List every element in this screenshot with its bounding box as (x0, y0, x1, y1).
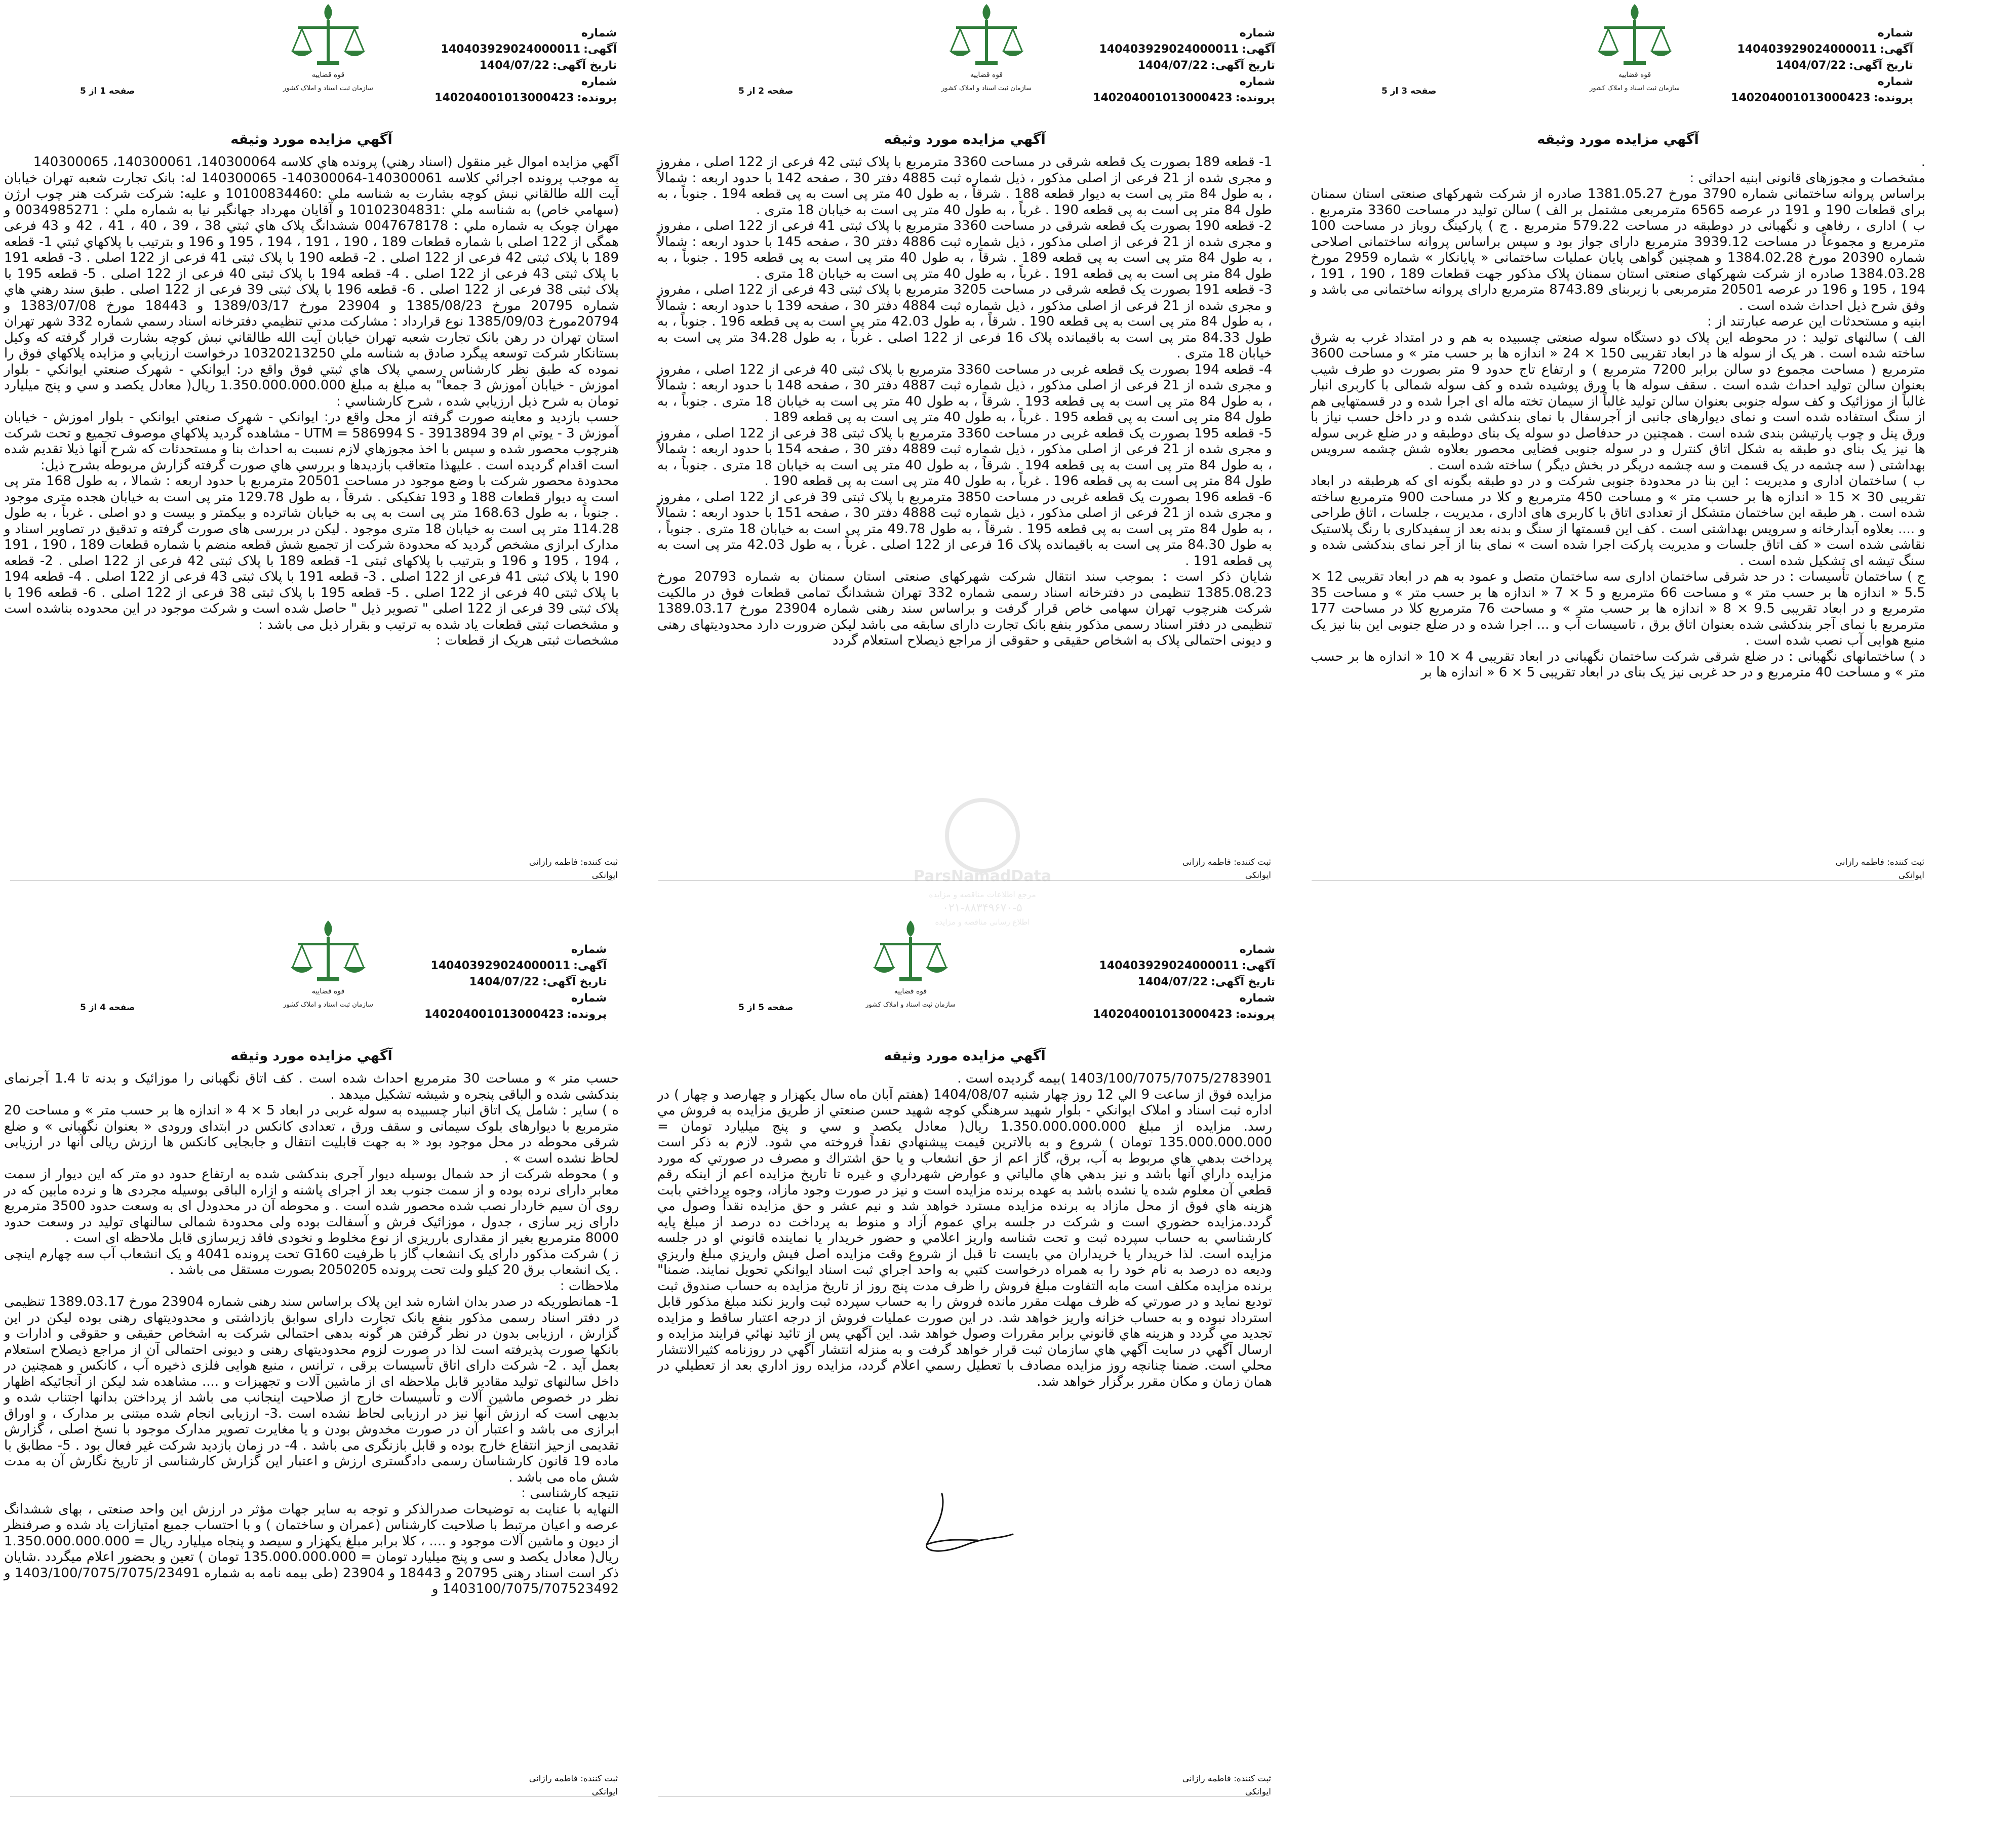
registrar-footer: ثبت کننده: فاطمه رازانی ایوانکی (1835, 857, 1924, 881)
justice-scales-emblem-icon (1584, 0, 1685, 96)
svg-text:قوه قضاییه: قوه قضاییه (1618, 71, 1651, 79)
page-title: آگهي مزايده مورد وثيقه (230, 1048, 392, 1064)
signature-mark (912, 1484, 1033, 1565)
page-header (4, 916, 619, 1048)
justice-scales-emblem-icon (936, 0, 1037, 96)
page-number: صفحه 4 از 5 (80, 1003, 135, 1013)
svg-text:قوه قضاییه: قوه قضاییه (970, 71, 1003, 79)
page-5 (653, 916, 1276, 1808)
page-title: آگهي مزايده مورد وثيقه (1537, 132, 1699, 147)
svg-text:سازمان ثبت اسناد و املاک کشور: سازمان ثبت اسناد و املاک کشور (1590, 85, 1680, 92)
page-body: آگهي مزايده اموال غير منقول (اسناد رهني) پرونده هاي كلاسه 140300064، 140300061، 140300065 به موجب پرونده اجرائي كلاسه 140300061-140300064- 140300065 له: بانک تجارت شعبه تهران خيابان آيت الله طالقاني نبش كوچه بشارت به شناسه ملي :10100834460 و عليه: شركت شركت هنر چوب ارژن (سهامي خاص) به شناسه ملي :10102304831 و آقايان مهرداد جهانگير نيا به شماره ملي : 0034985271 و مهران چوبک به شماره ملي : 0047678178 ششدانگ پلاک هاي ثبتي 38 ، 39 ، 40 ، 41 ، 42 و 43 فرعی همگی از 122 اصلی با شماره قطعات 189 ، 190 ، 191 ، 194 ، 195 و 196 و بترتيب با پلاكهاي ثبتي 1- قطعه 189 با پلاک ثبتی 42 فرعی از 122 اصلی . 2- قطعه 190 با پلاک ثبتی 41 فرعی از 122 اصلی . 3- قطعه 191 با پلاک ثبتی 43 فرعی از 122 اصلی . 4- قطعه 194 با پلاک ثبتی 40 فرعی از 122 اصلی . 5- قطعه 195 با پلاک ثبتی 38 فرعی از 122 اصلی . 6- قطعه 196 با پلاک ثبتی 39 فرعی از 122 اصلی . طبق سند رهني هاي شماره 20795 مورخ 1385/08/23 و 23904 مورخ 1389/03/17 و 18443 مورخ 1383/07/08 و 20794مورخ 1385/09/03 نوع قرارداد : مشاركت مدني تنظيمي دفترخانه اسناد رسمي شماره 332 شهر تهران استان تهران در رهن بانک تجارت شعبه تهران خيابان آيت الله طالقاني نبش كوچه بشارت قرار گرفته كه وكيل بستانكار شركت توسعه پيگرد صادق به شناسه ملي 10320213250 درخواست ارزيابي و مزايده پلاكهاي فوق را نموده كه طبق نظر كارشناس رسمي پلاک هاي ثبتي فوق واقع در: ايوانكي - شهرک صنعتي ايوانكي - بلوار اموزش - خيابان آموزش 3 جمعاً" به مبلغ به مبلغ 1.350.000.000.000 ريال( معادل يكصد و سي و پنج ميليارد تومان به شرح ذيل ارزيابي شده ، شرح كارشناسي : حسب بازديد و معاينه صورت گرفته از محل واقع در: ايوانكي - شهرک صنعتي ايوانكي - بلوار اموزش - خيابان آموزش 3 - يوتي ام 39 UTM = 586994 S - 3913894 - مشاهده گرديد پلاكهاي موصوف تجميع و تحت شرکت هنرچوب محصور شده و سپس با اخذ مجوزهاي لازم نسبت به احداث بنا و مستحدثات كه شرح آنها ذيلا تقديم شده است اقدام گرديده است . عليهذا متعاقب بازديدها و بررسي هاي صورت گرفته گزارش مربوطه بشرح ذيل: محدودة محصور شركت با وضع موجود در مساحت 20501 مترمربع با حدود اربعه : شمالا ، به طول 168 متر پی است به ديوار قطعات 188 و 193 تفکیکی . شرقاً ، به طول 129.78 متر پی است به خیابان هجده متری موجود . جنوباً ، به طول 168.63 متر پی است به پی به خیابان شاترده و بیکمتر و بیست و دو اصلی . غرباً ، به طول 114.28 متر پی است به خیابان 18 متری موجود . لیکن در بررسی های صورت گرفته و تدقیق در تصاویر اسناد و مدارک ابرازی مشخص گردید که محدودة شرکت از تجمیع شش قطعه منضم با شماره قطعات 189 ، 190 ، 191 ، 194 ، 195 و 196 و بترتیب با پلاکهای ثبتی 1- قطعه 189 با پلاک ثبتی 42 فرعی از 122 اصلی . 2- قطعه 190 با پلاک ثبتی 41 فرعی از 122 اصلی . 3- قطعه 191 با پلاک ثبتی 43 فرعی از 122 اصلی . 4- قطعه 194 با پلاک ثبتی 40 فرعی از 122 اصلی . 5- قطعه 195 با پلاک ثبتی 38 فرعی از 122 اصلی . 6- قطعه 196 با پلاک ثبتی 39 فرعی از 122 اصلی " تصویر ذیل " حاصل شده است و شرکت موجود در این محدوده بناشده است و مشخصات ثبتی قطعات یاد شده به ترتیب و بقرار ذیل می باشد : مشخصات ثبتی هریک از قطعات : (4, 154, 619, 648)
ad-meta: شماره آگهی:140403929024000011 تاریخ آگهی:1404/07/22 شماره پرونده:140204001013000423 (434, 27, 617, 104)
svg-text:سازمان ثبت اسناد و املاک کشور: سازمان ثبت اسناد و املاک کشور (865, 1001, 956, 1009)
svg-text:قوه قضاییه: قوه قضاییه (311, 987, 345, 995)
page-header (657, 0, 1275, 132)
ad-meta: شماره آگهی:140403929024000011 تاریخ آگهی:1404/07/22 شماره پرونده:140204001013000423 (1093, 943, 1275, 1021)
watermark-line1: مرجع اطلاعات مناقصه و مزایده (929, 890, 1036, 899)
registrar-footer: ثبت کننده: فاطمه رازانی ایوانکی (1182, 1774, 1271, 1797)
watermark-phone: ۰۲۱-۸۸۳۴۹۶۷۰-۵ (942, 902, 1022, 914)
page-number: صفحه 1 از 5 (80, 86, 135, 96)
svg-text:سازمان ثبت اسناد و املاک کشور: سازمان ثبت اسناد و املاک کشور (283, 1001, 373, 1009)
registrar-footer: ثبت کننده: فاطمه رازانی ایوانکی (529, 1774, 618, 1797)
page-body: . مشخصات و مجوزهای قانونی ابنیه احداثی : براساس پروانه ساختمانی شماره 3790 مورخ 1381.05.27 صادره از شرکت شهرکهای صنعتی استان سمنان برای قطعات 190 و 191 در عرصه 6565 مترمربعی مشتمل بر الف ) سالن تولید در مساحت 3360 مترمربع . ب ) اداری ، رفاهی و نگهبانی در دوطبقه در مساحت 579.22 مترمربع . ج ) پارکینگ روباز در مساحت 100 مترمربع و مجموعاً در مساحت 3939.12 مترمربع دارای جواز بود و سپس براساس پروانه ساختمانی اصلاحی شماره 20390 مورخ 1384.02.28 و همچنین گواهی پایان عملیات ساختمانی « پایانکار » شماره 2959 مورخ 1384.03.28 صادره از شرکت شهرکهای صنعتی استان سمنان پلاک مذکور جهت قطعات 189 ، 190 ، 191 ، 194 ، 195 و 196 در عرصه 20501 مترمربعی با زیربنای 8743.89 مترمربع دارای پروانه ساختمانی می باشد و وفق شرح ذیل احداث شده است . ابنیه و مستحدثات این عرصه عبارتند از : الف ) سالنهای تولید : در محوطه این پلاک دو دستگاه سوله صنعتی چسبیده به هم و در امتداد غرب به شرق ساخته شده است . هر یک از سوله ها در ابعاد تقریبی 150 × 24 « اندازه ها بر حسب متر » و مساحت 3600 مترمربع ( مساحت مجموع دو سالن برابر 7200 مترمربع ) و ارتفاع تاج حدود 9 متر بصورت دو طرف شیب بعنوان سالن تولید احداث شده است . سقف سوله ها با ورق پوشیده شده و کف سوله شمالی با کاربری انبار غالباً از موزائیک و کف سوله جنوبی بعنوان سالن تولید غالباً از سیمان تخته ماله ای اجرا شده و در قسمتهایی هم از سنگ استفاده شده است و نمای دیوارهای جانبی از آجرسفال با نمای بندکشی شده و در داخل حسب نیاز با ورق پنل و چوب پارتیشن بندی شده است . همچنین در حدفاصل دو سوله یک بنای دوطبقه و در ضلع غربی سوله ها نیز یک بنای دو طبقه به شکل اتاق کنترل و در سوله جنوبی فضایی محصور بعلاوه شش چشمه سرویس بهداشتی ( سه چشمه در یک قسمت و سه چشمه دریگر در بخش دیگر ) ساخته شده است . ب ) ساختمان اداری و مدیریت : این بنا در محدودة جنوبی شرکت و در دو طبقه بگونه ای که هرطبقه در ابعاد تقریبی 30 × 15 « اندازه ها بر حسب متر » و مساحت 450 مترمربع و کلا در مساحت 900 مترمربع ساخته شده است . هر طبقه این ساختمان متشکل از تعدادی اتاق با کاربری های اداری ، مدیریت ، جلسات ، اتاق طراحی و .... بعلاوه آبدارخانه و سرویس بهداشتی است . کف این قسمتها از سنگ و بدنه بعد از سفیدکاری با رنگ پلاستیک نقاشی شده است « کف اتاق جلسات و مدیریت پارکت اجرا شده است » نمای بنا از آجر نمای بندکشی شده و سنگ تیشه ای تشکیل شده است . ج ) ساختمان تأسیسات : در حد شرقی ساختمان اداری سه ساختمان متصل و عمود به هم در ابعاد تقریبی 12 × 5.5 « اندازه ها بر حسب متر » و مساحت 66 مترمربع و 5 × 7 « اندازه ها بر حسب متر » و مساحت 35 مترمربع و در ابعاد تقریبی 9.5 × 8 « اندازه ها بر حسب متر » و مساحت 76 مترمربع کلا در مساحت 177 مترمربع با نمای آجر بندکشی شده بعنوان اتاق برق ، تاسیسات آب و ... اجرا شده و در ضلع جنوبی این بنا نیز یک منبع هوایی آب نصب شده است . د ) ساختمانهای نگهبانی : در ضلع شرقی شرکت ساختمان نگهبانی در ابعاد تقریبی 4 × 10 « اندازه ها بر حسب متر » و مساحت 40 مترمربع و در حد غربی نیز یک بنای در ابعاد تقریبی 5 × 6 « اندازه ها بر (1311, 154, 1926, 680)
svg-text:سازمان ثبت اسناد و املاک کشور: سازمان ثبت اسناد و املاک کشور (283, 85, 373, 92)
watermark-line2: اطلاع رسانی مناقصه و مزایده (935, 917, 1030, 927)
page-number: صفحه 2 از 5 (738, 86, 794, 96)
svg-text:قوه قضاییه: قوه قضاییه (311, 71, 345, 79)
page-body: 1403/100/7075/7075/2783901 )بیمه گردیده است . مزايده فوق از ساعت 9 الي 12 روز چهار شنبه 1404/08/07 (هفتم آبان ماه سال یکهزار و چهارصد و چهار ) در اداره ثبت اسناد و املاک ايوانكي - بلوار شهيد سرهنگي كوچه شهيد حسن صنعتي از طريق مزايده به فروش مي رسد. مزايده از مبلغ 1.350.000.000.000 ريال( معادل يكصد و سي و پنج ميليارد تومان = 135.000.000.000 تومان ) شروع و به بالاترين قيمت پيشنهادي نقداً فروخته مي شود. لازم به ذكر است پرداخت بدهي هاي مربوط به آب، برق، گاز اعم از حق انشعاب و يا حق اشتراك و مصرف در صورتي كه مورد مزايده داراي آنها باشد و نيز بدهي هاي مالياتي و عوارض شهرداري و غيره تا تاريخ مزايده اعم از اينكه رقم قطعي آن معلوم شده يا نشده باشد به عهده برنده مزايده است و نيز در صورت وجود مازاد، وجوه پرداختي بابت هزينه هاي فوق از محل مازاد به برنده مزايده مسترد خواهد شد و نيم عشر و حق مزايده نقداً وصول مي گردد.مزايده حضوري است و شركت در جلسه براي عموم آزاد و منوط به پرداخت ده درصد از مبلغ پايه كارشناسي به حساب سپرده ثبت و تحت شناسه واريز اعلامي و حضور خريدار يا نماينده قانوني او در جلسه مزايده است. لذا خريدار يا خريداران مي بايست تا قبل از شروع وقت مزايده اصل فيش واريزي مبلغ واريزي وديعه ده درصد به نام خود را به همراه درخواست كتبي به واحد اجراي ثبت اسناد ايوانكي تحويل نمايند. ضمنا" برنده مزايده مكلف است مابه التفاوت مبلغ فروش را ظرف مدت پنج روز از تاريخ مزايده به حساب صندوق ثبت توديع نمايد و در صورتي كه ظرف مهلت مقرر مانده فروش را به حساب سپرده ثبت واريز نكند مبلغ مذكور قابل استرداد نبوده و به حساب خزانه واريز خواهد شد. در اين صورت عمليات فروش از درجه اعتبار ساقط و مزايده تجديد مي گردد و هزينه هاي قانوني برابر مقررات وصول خواهد شد. اين آگهي پس از تائيد نهائي فرايند مزايده و ارسال آگهي در سايت آگهي هاي سازمان ثبت قرار خواهد گرفت و به منزله انتشار آگهي در روزنامه كثيرالانتشار محلي است. ضمنا چنانچه روز مزايده مصادف با تعطيل رسمي اعلام گردد، مزايده روز اداري بعد از تعطيلي در همان زمان و مكان مقرر برگزار خواهد شد. (657, 1071, 1273, 1389)
page-number: صفحه 5 از 5 (738, 1003, 794, 1013)
page-4 (0, 916, 623, 1808)
page-title: آگهي مزايده مورد وثيقه (884, 1048, 1046, 1064)
page-title: آگهي مزايده مورد وثيقه (884, 132, 1046, 147)
page-body: 1- قطعه 189 بصورت یک قطعه شرقی در مساحت 3360 مترمربع با پلاک ثبتی 42 فرعی از 122 اصلی ، مفروز و مجری شده از 21 فرعی از اصلی مذکور ، ذیل شماره ثبت 4885 دفتر 30 ، صفحه 142 با حدود اربعه : شمالاً ، به طول 84 متر پی است به دیوار قطعه 188 . شرقاً ، به طول 40 متر پی است به پی قطعه 194 . جنوباً ، به طول 84 متر پی است به پی قطعه 190 . غرباً ، به طول 40 متر پی است به خیابان 18 متری . 2- قطعه 190 بصورت یک قطعه شرقی در مساحت 3360 مترمربع با پلاک ثبتی 41 فرعی از 122 اصلی ، مفروز و مجری شده از 21 فرعی از اصلی مذکور ، ذیل شماره ثبت 4886 دفتر 30 ، صفحه 145 با حدود اربعه : شمالاً ، به طول 84 متر پی است به پی قطعه 189 . شرقاً ، به طول 40 متر پی است به پی قطعه 195 . جنوباً ، به طول 84 متر پی است به پی قطعه 191 . غرباً ، به طول 40 متر پی است به خیابان 18 متری . 3- قطعه 191 بصورت یک قطعه شرقی در مساحت 3205 مترمربع با پلاک ثبتی 43 فرعی از 122 اصلی ، مفروز و مجری شده از 21 فرعی از اصلی مذکور ، ذیل شماره ثبت 4884 دفتر 30 ، صفحه 139 با حدود اربعه : شمالاً ، به طول 84 متر پی است به پی قطعه 190 . شرقاً ، به طول 42.03 متر پی است به پی قطعه 196 . جنوباً ، به طول 84.33 متر پی است به باقیمانده پلاک 16 فرعی از 122 اصلی . غرباً ، به طول 34.28 متر پی است به خیابان 18 متری . 4- قطعه 194 بصورت یک قطعه غربی در مساحت 3360 مترمربع با پلاک ثبتی 40 فرعی از 122 اصلی ، مفروز و مجری شده از 21 فرعی از اصلی مذکور ، ذیل شماره ثبت 4887 دفتر 30 ، صفحه 148 با حدود اربعه : شمالاً ، به طول 84 متر پی است به پی قطعه 193 . شرقاً ، به طول 40 متر پی است به خیابان 18 متری . جنوباً ، به طول 84 متر پی است به پی قطعه 195 . غرباً ، به طول 40 متر پی است به پی قطعه 189 . 5- قطعه 195 بصورت یک قطعه غربی در مساحت 3360 مترمربع با پلاک ثبتی 38 فرعی از 122 اصلی ، مفروز و مجری شده از 21 فرعی از اصلی مذکور ، ذیل شماره ثبت 4889 دفتر 30 ، صفحه 154 با حدود اربعه : شمالاً ، به طول 84 متر پی است به پی قطعه 194 . شرقاً ، به طول 40 متر پی است به خیابان 18 متری . جنوباً ، به طول 84 متر پی است به پی قطعه 196 . غرباً ، به طول 40 متر پی است به پی قطعه 190 . 6- قطعه 196 بصورت یک قطعه غربی در مساحت 3850 مترمربع با پلاک ثبتی 39 فرعی از 122 اصلی ، مفروز و مجری شده از 21 فرعی از اصلی مذکور ، ذیل شماره ثبت 4888 دفتر 30 ، صفحه 151 با حدود اربعه : شمالاً ، به طول 84 متر پی است به پی قطعه 195 . شرقاً ، به طول 49.78 متر پی است به خیابان 18 متری . جنوباً ، به طول 84.30 متر پی است به باقیمانده پلاک 16 فرعی از 122 اصلی . غرباً ، به طول 42.03 متر پی است به پی قطعه 191 . شایان ذکر است : بموجب سند انتقال شرکت شهرکهای صنعتی استان سمنان به شماره 20793 مورخ 1385.08.23 تنظیمی در دفترخانه اسناد رسمی شماره 332 تهران ششدانگ تمامی قطعات فوق در مالکیت شرکت هنرچوب تهران سهامی خاص قرار گرفت و براساس سند رهنی شماره 23904 مورخ 1389.03.17 تنظیمی در دفتر اسناد رسمی مذکور بنفع بانک تجارت دارای سابقه می باشد لیکن ضرورت دارد محدودیتهای رهنی و دیونی احتمالی پلاک به اشخاص حقیقی و حقوقی از مراجع ذیصلاح استعلام گردد (657, 154, 1273, 648)
page-header (1311, 0, 1925, 132)
page-title: آگهي مزايده مورد وثيقه (230, 132, 392, 147)
page-header (4, 0, 619, 132)
svg-text:قوه قضاییه: قوه قضاییه (894, 987, 927, 995)
ad-meta: شماره آگهی:140403929024000011 تاریخ آگهی:1404/07/22 شماره پرونده:140204001013000423 (424, 943, 607, 1021)
page-body: حسب متر » و مساحت 30 مترمربع احداث شده است . کف اتاق نگهبانی را موزائیک و بدنه تا 1.4 آجرنمای بندکشی شده و الباقی پنجره و شیشه تشکیل میدهد . ه ) سایر : شامل یک اتاق انبار چسبیده به سوله غربی در ابعاد 5 × 4 « اندازه ها بر حسب متر » و مساحت 20 مترمربع با دیوارهای بلوک سیمانی و سقف ورق ، تعدادی کانکس در ابتدای ورودی « بعنوان نگهبانی » و ضلع شرقی محوطه در محل موجود بود « به جهت قابلیت انتقال و جابجایی کانکس ها ارزش ریالی آنها در ارزیابی لحاظ نشده است » . و ) محوطه شرکت از حد شمال بوسیله دیوار آجری بندکشی شده به ارتفاع حدود دو متر که این دیوار از سمت معابر دارای نرده بوده و از سمت جنوب بعد از اجرای پاشنه و ازاره الباقی بوسیله مجردی ها و نرده مابین که در روی آن سیم خاردار نصب شده محصور شده است . و محوطه آن در محدودل ای به وسعت حدود 3500 مترمربع دارای زیر سازی ، جدول ، موزائیک فرش و آسفالت بوده ولی محدودة شمالی سالنهای تولید در وسعت حدود 8000 مترمربع بغیر از مقداری بارریزی از نوع مخلوط و نخودی فاقد زیرسازی قابل ملاحظه ای است . ز ) شرکت مذکور دارای یک انشعاب گاز با ظرفیت G160 تحت پرونده 4041 و یک انشعاب آب سه چهارم اینچی . یک انشعاب برق 20 کیلو ولت تحت پرونده 2050205 بصورت مستقل می باشد . ملاحظات : 1- همانطوریکه در صدر بدان اشاره شد این پلاک براساس سند رهنی شماره 23904 مورخ 1389.03.17 تنظیمی در دفتر اسناد رسمی مذکور بنفع بانک تجارت دارای سوابق بازداشتی و محدودیتهای رهنی بوده لیکن در این گزارش ، ارزیابی بدون در نظر گرفتن هر گونه بدهی احتمالی شرکت به اشخاص حقیقی و حقوقی و ادارات و بانکها صورت پذیرفته است لذا در صورت لزوم محدودیتهای رهنی و دیونی احتمالی آن از مراجع ذیصلاح استعلام بعمل آید . 2- شرکت دارای اتاق تأسیسات برقی ، ترانس ، منبع هوایی فلزی ذخیره آب ، کانکس و همچنین در داخل سالنهای تولید مقادیر قابل ملاحظه ای از ماشین آلات و تجهیزات و .... مشاهده شد لیکن از آنجائیکه اظهار نظر در خصوص ماشین آلات و تأسیسات خارج از صلاحیت اینجانب می باشد از پرداختن بدانها اجتناب شده و بدیهی است که ارزش آنها نیز در ارزیابی لحاظ نشده است .3- ارزیابی انجام شده مبتنی بر مدارک ، و اوراق ابرازی می باشد و اعتبار آن در صورت مخدوش بودن و یا مغایرت تصویر مدارک موجود با نسخ اصلی ، گزارش تقدیمی ازحیز انتفاع خارج بوده و قابل بازنگری می باشد . 4- در زمان بازدید شرکت غیر فعال بود . 5- مطابق با ماده 19 قانون کارشناسان رسمی دادگستری ارزش و اعتبار این گزارش کارشناسی از تاریخ نگارش آن به مدت شش ماه می باشد . نتیجه کارشناسی : النهایه با عنایت به توضیحات صدرالذکر و توجه به سایر جهات مؤثر در ارزش این واحد صنعتی ، بهای ششدانگ عرصه و اعیان مرتبط با صلاحیت کارشناس (عمران و ساختمان ) و با احتساب جمیع امتیازات یاد شده و صرفنظر از دیون و ماشین آلات موجود و .... ، کلا برابر مبلغ یکهزار و سیصد و پنجاه میلیارد ریال = 1.350.000.000.000 ریال( معادل یکصد و سی و پنج میلیارد تومان = 135.000.000.000 تومان ) تعین و بحضور اعلام میگردد .شایان ذکر است اسناد رهنی 20795 و 18443 و 23904 (طی بیمه نامه به شماره 1403/100/7075/7075/23491 و 1403100/7075/707523492 و (4, 1071, 619, 1596)
ad-meta: شماره آگهی:140403929024000011 تاریخ آگهی:1404/07/22 شماره پرونده:140204001013000423 (1731, 27, 1913, 104)
svg-text:سازمان ثبت اسناد و املاک کشور: سازمان ثبت اسناد و املاک کشور (941, 85, 1032, 92)
page-1 (0, 0, 623, 891)
registrar-footer: ثبت کننده: فاطمه رازانی ایوانکی (529, 857, 618, 881)
page-2 (653, 0, 1276, 891)
justice-scales-emblem-icon (278, 916, 379, 1013)
page-number: صفحه 3 از 5 (1381, 86, 1437, 96)
watermark-brand: ParsNamadData (913, 867, 1052, 885)
registrar-footer: ثبت کننده: فاطمه رازانی ایوانکی (1182, 857, 1271, 881)
parsnamad-watermark (901, 790, 1063, 942)
justice-scales-emblem-icon (278, 0, 379, 96)
ad-meta: شماره آگهی:140403929024000011 تاریخ آگهی:1404/07/22 شماره پرونده:140204001013000423 (1093, 27, 1275, 104)
page-3 (1307, 0, 1929, 891)
